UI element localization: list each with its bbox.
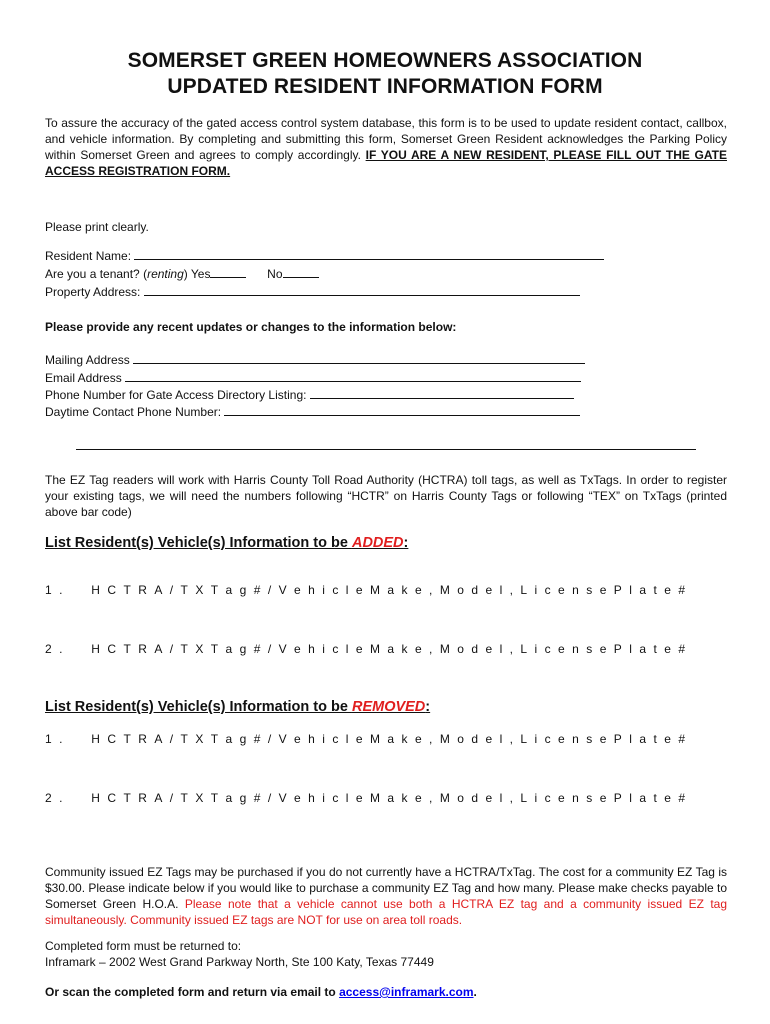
removed-keyword: REMOVED bbox=[351, 699, 426, 715]
form-title-line2: UPDATED RESIDENT INFORMATION FORM bbox=[167, 75, 603, 98]
daytime-phone-label: Daytime Contact Phone Number: bbox=[45, 405, 222, 419]
gate-phone-field[interactable] bbox=[310, 387, 574, 399]
resident-name-row bbox=[45, 248, 604, 264]
please-print: Please print clearly. bbox=[45, 220, 149, 234]
email-address-field[interactable] bbox=[125, 370, 581, 382]
property-address-label: Property Address: bbox=[45, 285, 141, 299]
daytime-phone-row bbox=[45, 404, 580, 420]
email-address-label: Email Address bbox=[45, 371, 122, 385]
gate-phone-label: Phone Number for Gate Access Directory Listing: bbox=[45, 388, 307, 402]
community-tags-paragraph bbox=[45, 864, 727, 928]
community-tags-text: Community issued EZ Tags may be purchased if you do not currently have a HCTRA/TxTag. The cost for a community EZ Tag is $30.00. Please indicate below if you would like to purchase a community EZ Tag and how many. Please make checks payable to Somerset Green H.O.A. bbox=[45, 865, 727, 911]
mailing-address-field[interactable] bbox=[133, 352, 585, 364]
tenant-yes-field[interactable] bbox=[210, 266, 246, 278]
property-address-field[interactable] bbox=[144, 284, 580, 296]
section-divider bbox=[76, 449, 696, 450]
email-address-row bbox=[45, 370, 581, 386]
added-vehicle-row-2[interactable]: 2 . H C T R A / T X T a g # / V e h i c l e M a k e , M o d e l , L i c e n s e P l a t e # bbox=[45, 642, 685, 656]
tenant-row: Are you a tenant? (renting) Yes No bbox=[45, 266, 319, 282]
added-keyword: ADDED bbox=[351, 535, 404, 551]
updates-heading: Please provide any recent updates or changes to the information below: bbox=[45, 320, 457, 334]
intro-text: To assure the accuracy of the gated access control system database, this form is to be used to update resident contact, callbox, and vehicle information. By completing and submitting this form, Somerset Green Resident acknowledges the Parking Policy within Somerset Green and agrees to comply accordingly. bbox=[45, 116, 727, 162]
return-email-line: Or scan the completed form and return via email to access@inframark.com. bbox=[45, 985, 477, 999]
resident-name-field[interactable] bbox=[134, 248, 604, 260]
tenant-label: Are you a tenant? ( bbox=[45, 267, 148, 281]
return-email-link[interactable]: access@inframark.com bbox=[339, 985, 474, 999]
resident-name-label: Resident Name: bbox=[45, 249, 132, 263]
new-resident-notice: IF YOU ARE A NEW RESIDENT, PLEASE FILL OUT THE GATE ACCESS REGISTRATION FORM. bbox=[45, 148, 727, 178]
gate-phone-row bbox=[45, 387, 574, 403]
mailing-address-label: Mailing Address bbox=[45, 353, 130, 367]
removed-heading: List Resident(s) Vehicle(s) Information to be REMOVED: bbox=[45, 699, 431, 715]
tenant-yes-label: Yes bbox=[190, 267, 211, 281]
removed-vehicle-row-2[interactable]: 2 . H C T R A / T X T a g # / V e h i c l e M a k e , M o d e l , L i c e n s e P l a t e # bbox=[45, 791, 685, 805]
form-title-line1: SOMERSET GREEN HOMEOWNERS ASSOCIATION bbox=[127, 49, 643, 72]
tenant-renting: renting bbox=[147, 267, 184, 281]
mailing-address-row bbox=[45, 352, 585, 368]
property-address-row bbox=[45, 284, 580, 300]
community-tags-warning: Please note that a vehicle cannot use both a HCTRA EZ tag and a community issued EZ tag simultaneously. Community issued EZ tags are NOT for use on area toll roads. bbox=[45, 897, 727, 927]
daytime-phone-field[interactable] bbox=[224, 404, 580, 416]
return-label: Completed form must be returned to: bbox=[45, 939, 242, 953]
ez-tag-info: The EZ Tag readers will work with Harris County Toll Road Authority (HCTRA) toll tags, as well as TxTags. In order to register your existing tags, we will need the numbers following “HCTR” on Harris County Tags or following “TEX” on TxTags (printed above bar code) bbox=[45, 473, 727, 519]
added-vehicle-row-1[interactable]: 1 . H C T R A / T X T a g # / V e h i c l e M a k e , M o d e l , L i c e n s e P l a t e # bbox=[45, 583, 685, 597]
removed-vehicle-row-1[interactable]: 1 . H C T R A / T X T a g # / V e h i c l e M a k e , M o d e l , L i c e n s e P l a t e # bbox=[45, 732, 685, 746]
intro-paragraph bbox=[45, 115, 727, 179]
return-address: Inframark – 2002 West Grand Parkway North, Ste 100 Katy, Texas 77449 bbox=[45, 955, 434, 969]
added-heading: List Resident(s) Vehicle(s) Information to be ADDED: bbox=[45, 535, 409, 551]
tenant-no-field[interactable] bbox=[283, 266, 319, 278]
tenant-no-label: No bbox=[267, 267, 283, 281]
